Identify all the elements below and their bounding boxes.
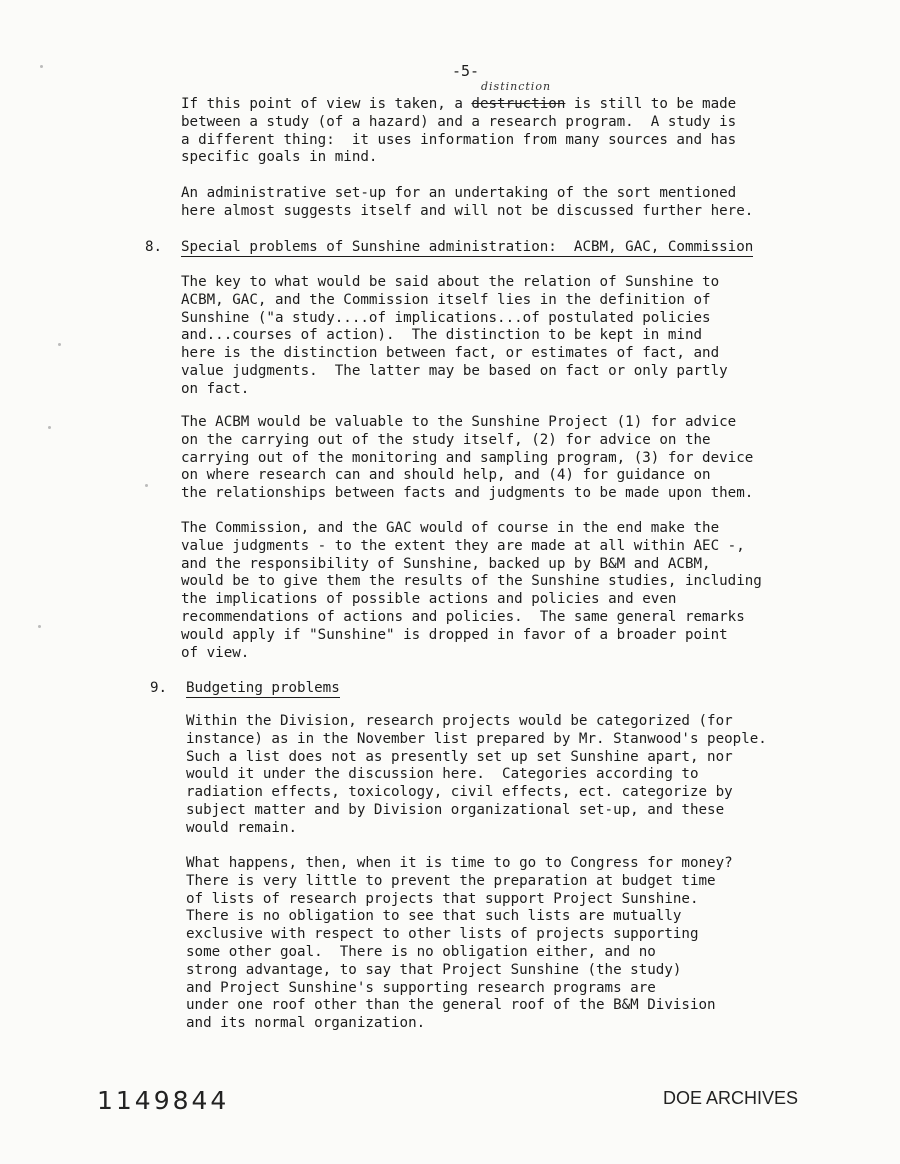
section-8-number: 8. bbox=[145, 239, 163, 255]
section-9-paragraph-2: What happens, then, when it is time to go to Congress for money? There is very little to prevent the preparation at budget time of lists of research projects that support Project Sunshine. There is no obligation to see that such lists are mutually exclusive with respect to other lists of projects supporting some other goal. There is no obligation either, and no strong advantage, to say that Project Sunshine (the study) and Project Sunshine's supporting research programs are under one roof other than the general roof of the B&M Division and its normal organization. bbox=[186, 855, 733, 1032]
intro-paragraph bbox=[181, 96, 736, 167]
section-9-number: 9. bbox=[150, 680, 168, 696]
scan-speck bbox=[58, 343, 61, 346]
section-9-paragraph-1: Within the Division, research projects would be categorized (for instance) as in the November list prepared by Mr. Stanwood's people. Such a list does not as presently set up set Sunshine apart, nor would it under the discussion here. Categories according to radiation effects, toxicology, civil effects, ect. categorize by subject matter and by Division organizational set-up, and these would remain. bbox=[186, 713, 767, 836]
section-8-paragraph-3: The Commission, and the GAC would of course in the end make the value judgments - to the extent they are made at all within AEC -, and the responsibility of Sunshine, backed up by B&M and ACBM, would be to give them the results of the Sunshine studies, including the implications of possible actions and policies and even recommendations of actions and policies. The same general remarks would apply if "Sunshine" is dropped in favor of a broader point of view. bbox=[181, 520, 762, 661]
scan-speck bbox=[38, 625, 41, 628]
scan-speck bbox=[40, 65, 43, 68]
intro-line1-before: If this point of view is taken, a bbox=[181, 96, 472, 112]
intro-line1-after: is still to be made bbox=[565, 96, 737, 112]
archive-stamp: DOE ARCHIVES bbox=[663, 1088, 799, 1108]
section-8-paragraph-1: The key to what would be said about the relation of Sunshine to ACBM, GAC, and the Commission itself lies in the definition of Sunshine ("a study....of implications...of postulated policies and...courses of action). The distinction to be kept in mind here is the distinction between fact, or estimates of fact, and value judgments. The latter may be based on fact or only partly on fact. bbox=[181, 274, 728, 397]
scan-speck bbox=[48, 426, 51, 429]
page-number: -5- bbox=[452, 62, 480, 80]
section-8-paragraph-2: The ACBM would be valuable to the Sunshine Project (1) for advice on the carrying out of the study itself, (2) for advice on the carrying out of the monitoring and sampling program, (3) for device on where research can and should help, and (4) for guidance on the relationships between facts and judgments to be made upon them. bbox=[181, 414, 754, 502]
struck-word: destruction bbox=[471, 96, 566, 112]
section-9-title: Budgeting problems bbox=[186, 680, 340, 696]
section-8-title: Special problems of Sunshine administration: ACBM, GAC, Commission bbox=[181, 239, 754, 255]
scan-speck bbox=[145, 484, 148, 487]
intro-rest: between a study (of a hazard) and a research program. A study is a different thing: it uses information from many sources and has specific goals in mind. bbox=[181, 113, 737, 166]
admin-paragraph: An administrative set-up for an undertaking of the sort mentioned here almost suggests itself and will not be discussed further here. bbox=[181, 185, 754, 219]
document-id-number: 1149844 bbox=[97, 1086, 230, 1115]
handwritten-annotation: distinction bbox=[481, 80, 552, 93]
